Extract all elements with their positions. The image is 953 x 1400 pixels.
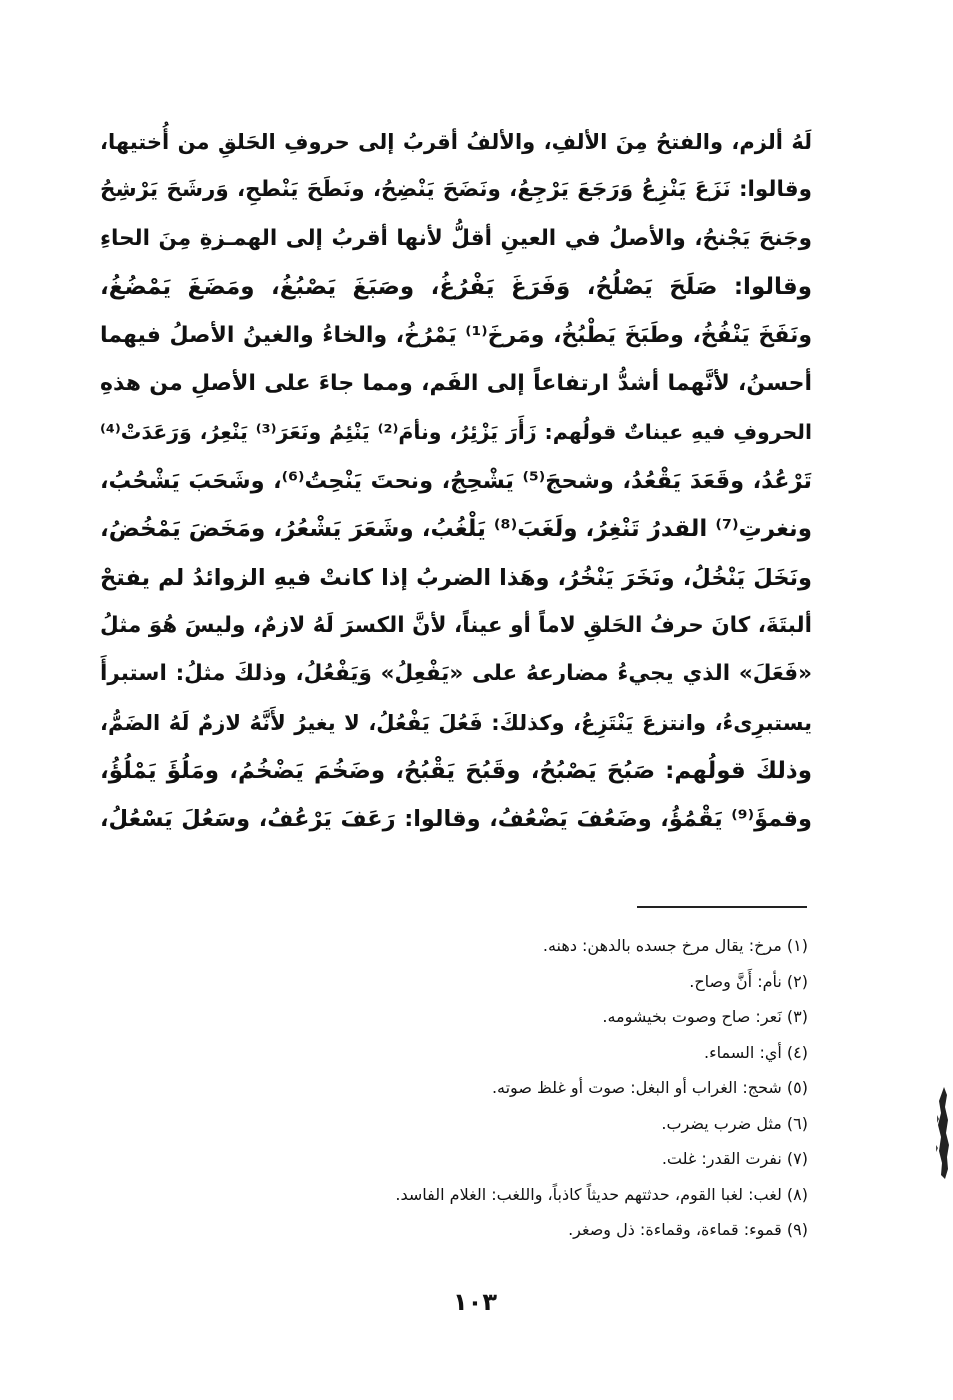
body-line-4: وقالوا: صَلَحَ يَصْلُحُ، وَفَرَغَ يَفْرُغُ، وصَبَغَ يَصْبُغُ، ومَضَغَ يَمْضُغُ،	[100, 274, 812, 301]
footnote-6: (٦) مثل ضرب يضرب.	[661, 1113, 808, 1133]
main-text-block	[100, 118, 812, 844]
footnote-5: (٥) شحج: الغراب أو البغل: صوت أو غلظ صوته.	[491, 1078, 808, 1097]
scan-edge-mark	[935, 1085, 949, 1180]
body-line-10: ونَخَلَ يَنْخُلُ، ونَخَرَ يَنْخُرُ، وهَذا الضربُ إذا كانتْ فيهِ الزوائدُ لم يفتحْ	[100, 564, 812, 591]
page-number: ١٠٣	[453, 1288, 497, 1316]
footnote-8: (٨) لغب: لغبا القوم، حدثتهم حديثاً كاذباً، واللغب: الغلام الفاسد.	[395, 1184, 808, 1204]
body-line-14: وذلكَ قولُهم: صَبُحَ يَصْبُحُ، وقَبُحَ يَقْبُحُ، وضَخُمَ يَضْخُمُ، ومَلُؤَ يَمْلُؤُ،	[100, 758, 812, 785]
footnotes-block	[288, 928, 808, 1248]
body-line-2: وقالوا: نَزَعَ يَنْزِعُ وَرَجَعَ يَرْجِعُ، ونَضَحَ يَنْضِحُ، ونَطَحَ يَنْطحِ، وَرشَحَ يَرْشِحُ	[100, 177, 812, 203]
footnote-3: (٣) نَعر: صاح وصوت بخيشومه.	[602, 1007, 808, 1026]
footnote-4: (٤) أي: السماء.	[704, 1042, 808, 1062]
body-line-5: ونَفَخَ يَنْفُخُ، وطَبَخَ يَطْبُخُ، ومَرخَ⁽¹⁾ يَمْرُخُ، والخاءُ والغينُ الأصلُ فيهما	[100, 322, 812, 348]
body-line-11: ألبتَةَ، كانَ حرفُ الحَلقِ لاماً أو عيناً، لأنَّ الكسرَ لَهُ لازمٌ، وليسَ هُوَ مثلُ	[100, 612, 812, 638]
body-line-12: «فَعَلَ» الذي يجيءُ مضارعهُ على «يَفْعِلُ» وَيَفْعُلُ، وذلكَ مثلُ: استبرأَ	[100, 661, 812, 687]
footnote-9: (٩) قموء: قماءة، وقماءة: ذل وصغر.	[568, 1220, 808, 1239]
body-line-13: يستبرِىءُ، وانتزعَ يَنْتَزِعُ، وكذلكَ: فَعُلَ يَفْعُلُ، لا يغيرُ لأَنَّهُ لازمٌ لَهُ الضَمُّ،	[100, 710, 812, 735]
body-line-6: أحسنُ، لأنَّهما أشدُّ ارتفاعاً إلى الفَم، ومما جاءَ على الأصلِ من هذهِ	[100, 370, 812, 396]
footnote-1: (١) مرخ: يقال مرخ جسده بالدهن: دهنه.	[542, 936, 808, 955]
scan-smudge-icon	[935, 1085, 949, 1180]
footnote-separator	[637, 906, 807, 908]
footnote-2: (٢) نأم: أَنَّ وصاح.	[689, 971, 808, 991]
body-line-9: ونغرتِ⁽⁷⁾ القدرُ تَنْغِرُ، ولَغَبَ⁽⁸⁾ يَلْغُبُ، وشَعَرَ يَشْعُرُ، ومَخَضَ يَمْخُضُ،	[100, 516, 812, 543]
body-line-7: الحروفِ فيهِ عيناتٌ قولُهم: زَأَرَ يَزْئِرُ، ونأمَ⁽²⁾ يَنْئِمُ ونَعَرَ⁽³⁾ يَنْعِرُ، وَرَعَدَتْ⁽⁴⁾	[100, 420, 812, 445]
body-line-3: وجَنحَ يَجْنحُ، والأصلُ في العينِ أقلُّ لأنها أقربُ إلى الهمـزةِ مِنَ الحاءِ	[100, 225, 812, 251]
body-line-1: لَهُ ألزم، والفتحُ مِنَ الألفِ، والألفُ أقربُ إلى حروفِ الحَلقِ من أُختيها،	[100, 130, 812, 154]
footnote-7: (٧) نفرت القدر: غلت.	[661, 1149, 808, 1168]
body-line-8: تَرْعُدُ، وقَعَدَ يَقْعُدُ، وشحجَ⁽⁵⁾ يَشْحِجُ، ونحتَ يَنْحِتُ⁽⁶⁾، وشَحَبَ يَشْحُبُ،	[100, 467, 812, 494]
body-line-15: وقمؤَ⁽⁹⁾ يَقْمُؤُ، وضَعُفَ يَضْعُفُ، وقالوا: رَعَفَ يَرْعُفُ، وسَعُلَ يَسْعُلُ،	[100, 806, 812, 833]
